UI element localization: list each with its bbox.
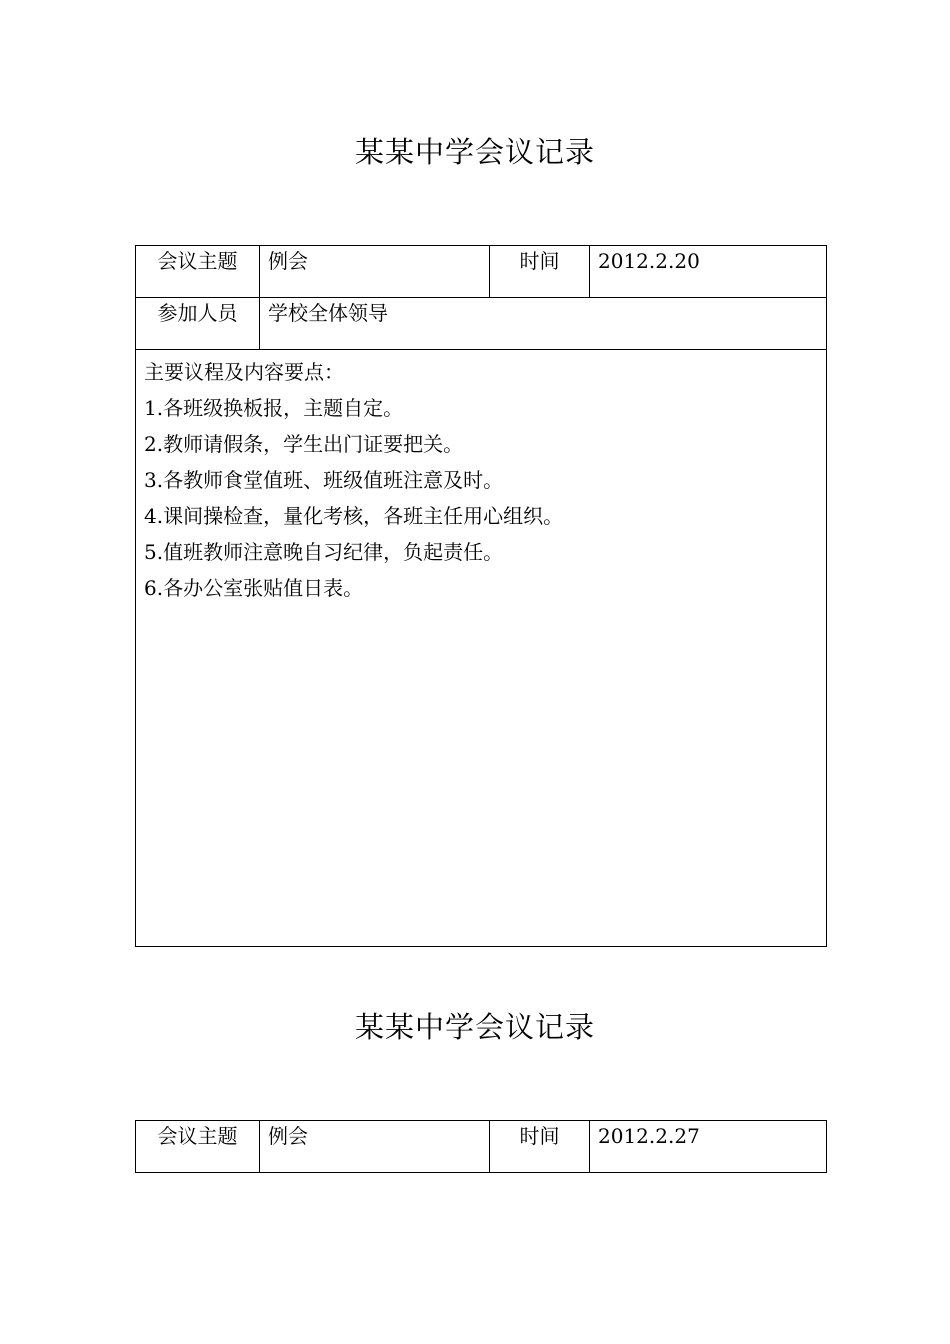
meeting-record-table: [135, 1120, 827, 1173]
meeting-record-table: [135, 245, 827, 947]
table-row: [136, 298, 827, 350]
table-row: [136, 246, 827, 298]
page-title: 某某中学会议记录: [354, 1010, 595, 1044]
attendees-label: 参加人员: [136, 298, 260, 350]
time-label: 时间: [490, 246, 590, 298]
agenda-item: 2.教师请假条，学生出门证要把关。: [144, 432, 464, 456]
agenda-cell: [136, 350, 827, 947]
agenda-item: 3.各教师食堂值班、班级值班注意及时。: [144, 468, 504, 492]
topic-label: 会议主题: [136, 246, 260, 298]
topic-label: 会议主题: [136, 1121, 260, 1173]
topic-value: 例会: [260, 1121, 490, 1173]
table-row: [136, 1121, 827, 1173]
agenda-item: 6.各办公室张贴值日表。: [144, 576, 364, 600]
page-title: 某某中学会议记录: [354, 135, 595, 169]
attendees-value: 学校全体领导: [260, 298, 827, 350]
agenda-heading: 主要议程及内容要点：: [144, 360, 344, 384]
topic-value: 例会: [260, 246, 490, 298]
table-row: [136, 350, 827, 947]
time-label: 时间: [490, 1121, 590, 1173]
agenda-item: 4.课间操检查，量化考核，各班主任用心组织。: [144, 504, 564, 528]
time-value: 2012.2.20: [590, 246, 827, 298]
agenda-item: 1.各班级换板报，主题自定。: [144, 396, 404, 420]
time-value: 2012.2.27: [590, 1121, 827, 1173]
agenda-item: 5.值班教师注意晚自习纪律，负起责任。: [144, 540, 504, 564]
